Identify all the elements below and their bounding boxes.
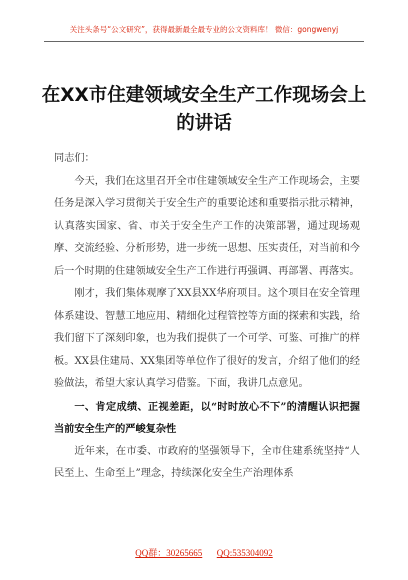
header-divider: [44, 41, 364, 42]
document-body: [54, 148, 360, 486]
qq-group-link[interactable]: QQ群：30265665: [135, 548, 203, 558]
paragraph-1: 今天，我们在这里召开全市住建领域安全生产工作现场会，主要任务是深入学习贯彻关于安全生产的重要论述和重要指示批示精神，认真落实国家、省、市关于安全生产工作的决策部署，通过现场观摩、交流经验、分析形势，进一步统一思想、压实责任，对当前和今后一个时期的住建领域安全生产工作进行再强调、再部署、再落实。: [54, 175, 360, 277]
header-note: 关注头条号“公文研究”，获得最新最全最专业的公文资料库！ 微信：gongwenyj: [69, 25, 339, 34]
qq-contact-link[interactable]: QQ:535304092: [216, 548, 273, 558]
paragraph-3: 近年来，在市委、市政府的坚强领导下，全市住建系统坚持“人民至上、生命至上”理念，持续深化安全生产治理体系: [54, 445, 360, 479]
document-title: 在XX市住建领域安全生产工作现场会上的讲话: [41, 85, 367, 134]
paragraph-2: 刚才，我们集体观摩了XX县XX华府项目。这个项目在安全管理体系建设、智慧工地应用、精细化过程管控等方面的探索和实践，给我们留下了深刻印象，也为我们提供了一个可学、可鉴、可推广的样板。XX县住建局、XX集团等单位作了很好的发言，介绍了他们的经验做法，希望大家认真学习借鉴。下面，我讲几点意见。: [54, 288, 360, 389]
salutation: 同志们：: [54, 153, 95, 164]
section-heading-1: 一、肯定成绩、正视差距，以“时时放心不下”的清醒认识把握当前安全生产的严峻复杂性: [54, 400, 360, 435]
footer: [0, 546, 408, 559]
